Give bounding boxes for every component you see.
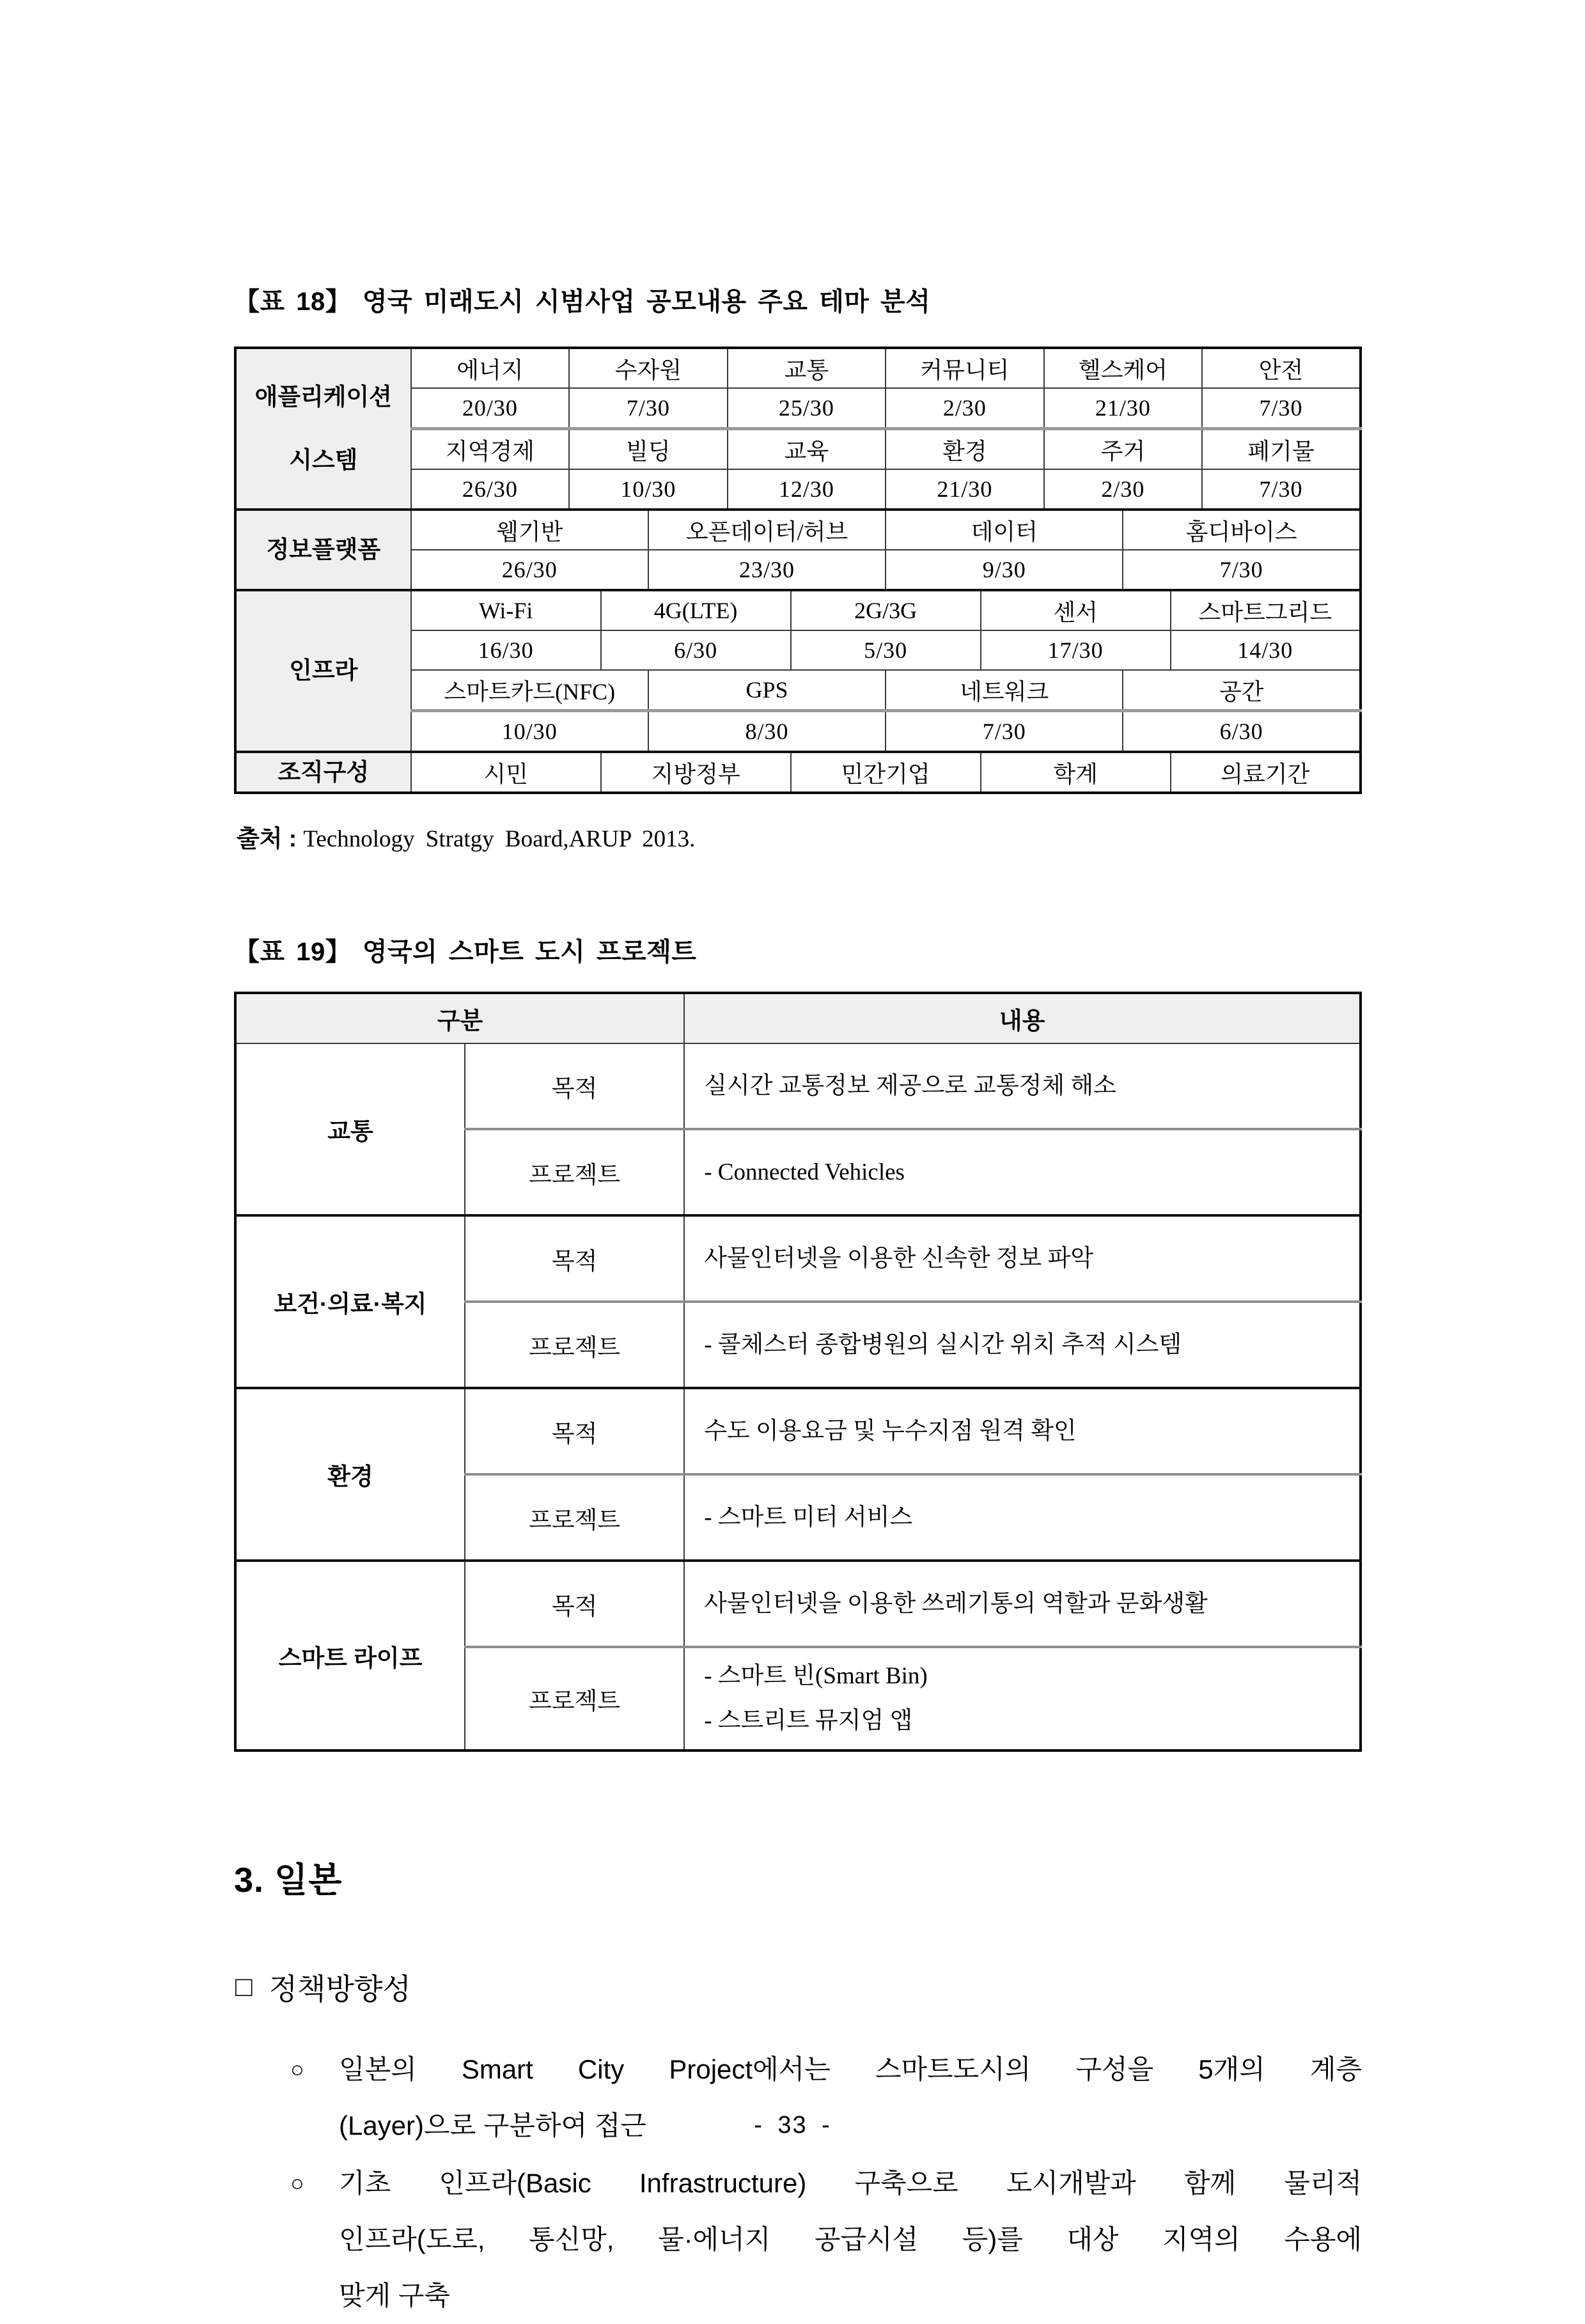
table18-body <box>235 348 1361 793</box>
t18-value-cell: 10/30 <box>569 469 728 510</box>
bullet-line: 기초 인프라(Basic Infrastructure) 구축으로 도시개발과 함께 물리적 <box>339 2168 1362 2199</box>
bullet-item-2 <box>290 2155 1362 2324</box>
t18-header-cell: 지역경제 <box>411 429 570 470</box>
t18-value-cell: 10/30 <box>411 711 648 753</box>
t18-header-cell: 네트워크 <box>886 670 1123 711</box>
table19-caption: 【표 19】 영국의 스마트 도시 프로젝트 <box>234 938 697 967</box>
bullet-text <box>339 2155 1362 2324</box>
t18-header-cell: 학계 <box>981 752 1171 793</box>
t19-row <box>235 1043 1361 1129</box>
t18-group-label: 애플리케이션 시스템 <box>235 348 411 510</box>
t18-value-cell: 16/30 <box>411 630 601 670</box>
t18-header-cell: 4G(LTE) <box>601 590 791 630</box>
t19-row <box>235 1561 1361 1647</box>
t19-rowlabel-cell: 목적 <box>465 1215 684 1302</box>
t19-content-cell: 수도 이용요금 및 누수지점 원격 확인 <box>684 1388 1361 1474</box>
t18-value-cell: 25/30 <box>728 388 886 429</box>
t18-header-cell: 주거 <box>1044 429 1203 470</box>
t18-value-cell: 21/30 <box>886 469 1044 510</box>
t18-value-cell: 26/30 <box>411 550 648 590</box>
t19-row <box>235 1388 1361 1474</box>
bullet-line: (Layer)으로 구분하여 접근 <box>339 2110 646 2141</box>
t18-row <box>235 348 1361 388</box>
t19-category-cell: 보건·의료·복지 <box>235 1215 465 1388</box>
t19-rowlabel-cell: 프로젝트 <box>465 1129 684 1215</box>
t18-value-cell: 2/30 <box>886 388 1044 429</box>
t18-header-cell: 헬스케어 <box>1044 348 1203 388</box>
t18-header-cell: 웹기반 <box>411 510 648 550</box>
source-text: Technology Stratgy Board,ARUP 2013. <box>303 826 696 852</box>
t18-row <box>235 510 1361 550</box>
t18-header-cell: 지방정부 <box>601 752 791 793</box>
table18-source <box>237 825 1362 854</box>
t19-header-naeyong: 내용 <box>684 993 1361 1043</box>
square-bullet-marker: □ <box>235 1971 253 2003</box>
t18-header-cell: 스마트그리드 <box>1171 590 1361 630</box>
t18-header-cell: 환경 <box>886 429 1044 470</box>
t19-content-cell: 사물인터넷을 이용한 신속한 정보 파악 <box>684 1215 1361 1302</box>
t19-category-cell: 교통 <box>235 1043 465 1215</box>
bullet-line: 인프라(도로, 통신망, 물·에너지 공급시설 등)를 대상 지역의 수용에 <box>339 2224 1362 2255</box>
t18-value-cell: 7/30 <box>1202 388 1361 429</box>
t18-header-cell: 에너지 <box>411 348 570 388</box>
t18-group-label: 인프라 <box>235 590 411 752</box>
t18-value-cell: 12/30 <box>728 469 886 510</box>
t18-header-cell: 공간 <box>1123 670 1361 711</box>
circle-bullet-marker: ○ <box>290 2056 304 2083</box>
table18-caption: 【표 18】 영국 미래도시 시범사업 공모내용 주요 테마 분석 <box>234 288 931 316</box>
t18-row <box>235 590 1361 630</box>
t19-content-cell: 사물인터넷을 이용한 쓰레기통의 역할과 문화생활 <box>684 1561 1361 1647</box>
t18-header-cell: 폐기물 <box>1202 429 1361 470</box>
t18-value-cell: 23/30 <box>648 550 886 590</box>
t18-header-cell: 스마트카드(NFC) <box>411 670 648 711</box>
t19-rowlabel-cell: 목적 <box>465 1561 684 1647</box>
table18 <box>234 347 1362 794</box>
policy-subheading <box>235 1966 1362 2008</box>
t18-header-cell: GPS <box>648 670 886 711</box>
source-label: 출처 : <box>237 825 304 852</box>
t18-header-cell: 홈디바이스 <box>1123 510 1361 550</box>
t18-value-cell: 21/30 <box>1044 388 1203 429</box>
t18-group-label: 정보플랫폼 <box>235 510 411 590</box>
t19-rowlabel-cell: 프로젝트 <box>465 1474 684 1561</box>
t19-header-gubun: 구분 <box>235 993 684 1043</box>
section-heading-japan: 3. 일본 <box>234 1861 343 1900</box>
t18-header-cell: 의료기간 <box>1171 752 1361 793</box>
table19-body <box>235 1043 1361 1751</box>
t18-value-cell: 5/30 <box>791 630 981 670</box>
policy-subheading-label: 정책방향성 <box>269 1972 411 2006</box>
bullet-line: 맞게 구축 <box>339 2281 450 2311</box>
t18-value-cell: 2/30 <box>1044 469 1203 510</box>
t18-header-cell: 교육 <box>728 429 886 470</box>
t18-value-cell: 7/30 <box>1202 469 1361 510</box>
t18-header-cell: 2G/3G <box>791 590 981 630</box>
t18-header-cell: 빌딩 <box>569 429 728 470</box>
t19-row <box>235 1215 1361 1302</box>
t18-header-cell: 민간기업 <box>791 752 981 793</box>
t18-value-cell: 6/30 <box>1123 711 1361 753</box>
t18-header-cell: 안전 <box>1202 348 1361 388</box>
t18-value-cell: 7/30 <box>886 711 1123 753</box>
table19 <box>234 992 1362 1752</box>
t19-category-cell: 스마트 라이프 <box>235 1561 465 1751</box>
t18-value-cell: 6/30 <box>601 630 791 670</box>
page-number: - 33 - <box>754 2112 831 2139</box>
t19-content-cell: - 스마트 미터 서비스 <box>684 1474 1361 1561</box>
t18-value-cell: 26/30 <box>411 469 570 510</box>
t19-content-cell: - 스마트 빈(Smart Bin) - 스트리트 뮤지엄 앱 <box>684 1647 1361 1751</box>
t18-value-cell: 7/30 <box>1123 550 1361 590</box>
circle-bullet-marker: ○ <box>290 2170 304 2197</box>
t19-content-cell: 실시간 교통정보 제공으로 교통정체 해소 <box>684 1043 1361 1129</box>
t19-rowlabel-cell: 프로젝트 <box>465 1647 684 1751</box>
t19-header-row <box>235 993 1361 1043</box>
t18-header-cell: 수자원 <box>569 348 728 388</box>
t18-header-cell: 데이터 <box>886 510 1123 550</box>
t19-rowlabel-cell: 목적 <box>465 1388 684 1474</box>
t18-value-cell: 17/30 <box>981 630 1171 670</box>
t19-content-cell: - Connected Vehicles <box>684 1129 1361 1215</box>
t19-category-cell: 환경 <box>235 1388 465 1561</box>
bullet-line: 일본의 Smart City Project에서는 스마트도시의 구성을 5개의 계층 <box>339 2054 1362 2085</box>
t18-value-cell: 7/30 <box>569 388 728 429</box>
t18-header-cell: 커뮤니티 <box>886 348 1044 388</box>
t18-header-cell: Wi-Fi <box>411 590 601 630</box>
t18-value-cell: 20/30 <box>411 388 570 429</box>
t18-header-cell: 센서 <box>981 590 1171 630</box>
t18-header-cell: 시민 <box>411 752 601 793</box>
t19-content-cell: - 콜체스터 종합병원의 실시간 위치 추적 시스템 <box>684 1302 1361 1388</box>
t18-value-cell: 14/30 <box>1171 630 1361 670</box>
policy-bullets <box>234 2041 1362 2324</box>
t18-row <box>235 752 1361 793</box>
t18-value-cell: 9/30 <box>886 550 1123 590</box>
t19-rowlabel-cell: 프로젝트 <box>465 1302 684 1388</box>
t18-group-label: 조직구성 <box>235 752 411 793</box>
t19-rowlabel-cell: 목적 <box>465 1043 684 1129</box>
t18-header-cell: 교통 <box>728 348 886 388</box>
t18-header-cell: 오픈데이터/허브 <box>648 510 886 550</box>
t18-value-cell: 8/30 <box>648 711 886 753</box>
